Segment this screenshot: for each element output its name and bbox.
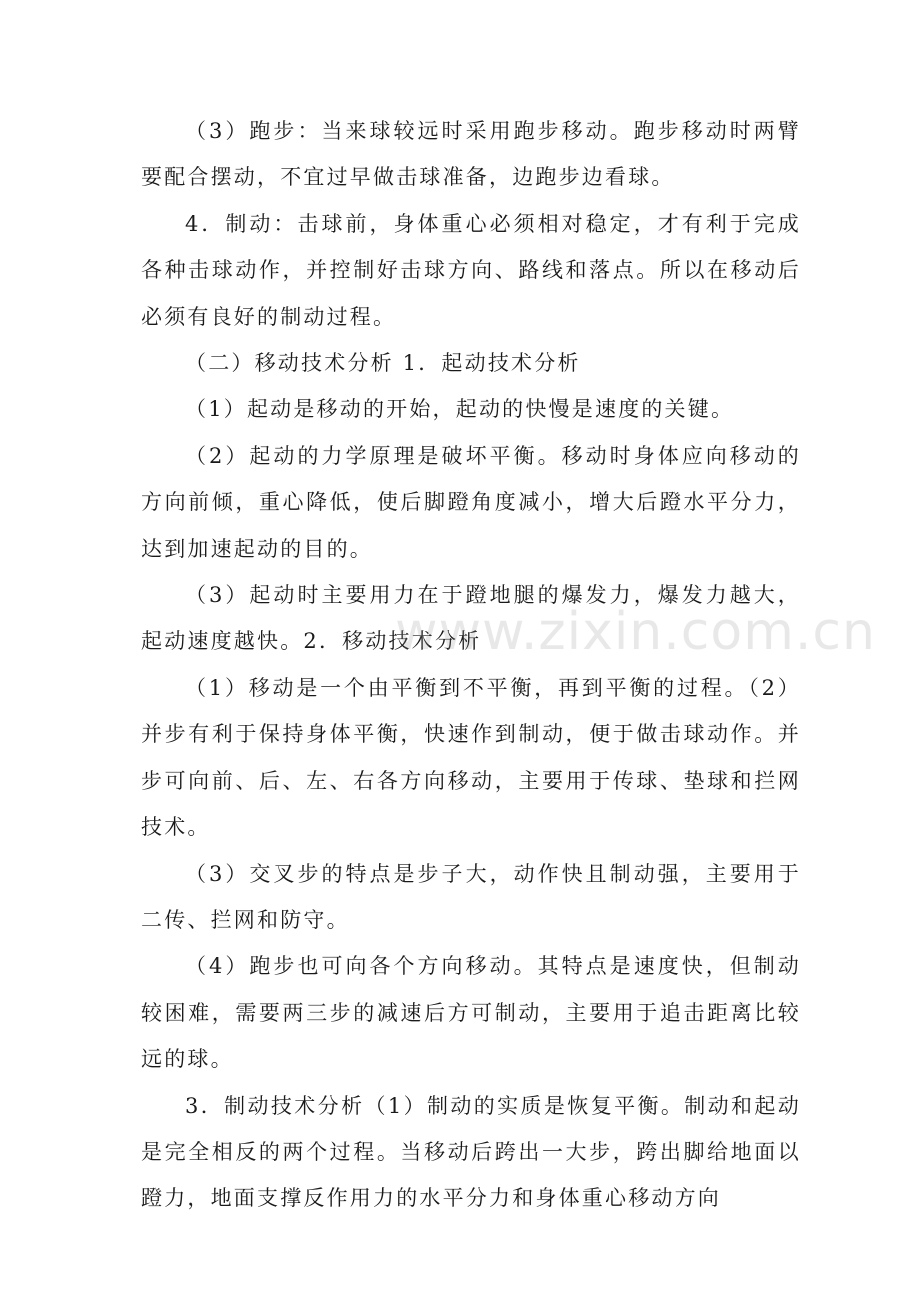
paragraph-running: （3）跑步：当来球较远时采用跑步移动。跑步移动时两臂要配合摆动，不宜过早做击球准备，边跑步边看球。 <box>141 119 801 190</box>
paragraph-brake-analysis: 3．制动技术分析（1）制动的实质是恢复平衡。制动和起动是完全相反的两个过程。当移动后跨出一大步，跨出脚给地面以蹬力，地面支撑反作用力的水平分力和身体重心移动方向 <box>141 1093 801 1211</box>
paragraph-start-2: （2）起动的力学原理是破坏平衡。移动时身体应向移动的方向前倾，重心降低，使后脚蹬角度减小，增大后蹬水平分力，达到加速起动的目的。 <box>141 443 801 561</box>
document-body <box>141 108 801 1222</box>
watermark: www.zixin.com.cn <box>395 602 876 662</box>
paragraph-start-3: （3）起动时主要用力在于蹬地腿的爆发力，爆发力越大，起动速度越快。2．移动技术分析 <box>141 583 801 654</box>
paragraph-move-3: （3）交叉步的特点是步子大，动作快且制动强，主要用于二传、拦网和防守。 <box>141 861 801 932</box>
paragraph-braking: 4．制动：击球前，身体重心必须相对稳定，才有利于完成各种击球动作，并控制好击球方向、路线和落点。所以在移动后必须有良好的制动过程。 <box>141 211 801 329</box>
paragraph-start-1: （1）起动是移动的开始，起动的快慢是速度的关键。 <box>185 397 735 422</box>
paragraph-move-4: （4）跑步也可向各个方向移动。其特点是速度快，但制动较困难，需要两三步的减速后方可制动，主要用于追击距离比较远的球。 <box>141 954 801 1072</box>
paragraph-section-heading: （二）移动技术分析 1．起动技术分析 <box>185 351 581 376</box>
paragraph-move-1-2: （1）移动是一个由平衡到不平衡，再到平衡的过程。（2）并步有利于保持身体平衡，快速作到制动，便于做击球动作。并步可向前、后、左、右各方向移动，主要用于传球、垫球和拦网技术。 <box>141 675 801 840</box>
